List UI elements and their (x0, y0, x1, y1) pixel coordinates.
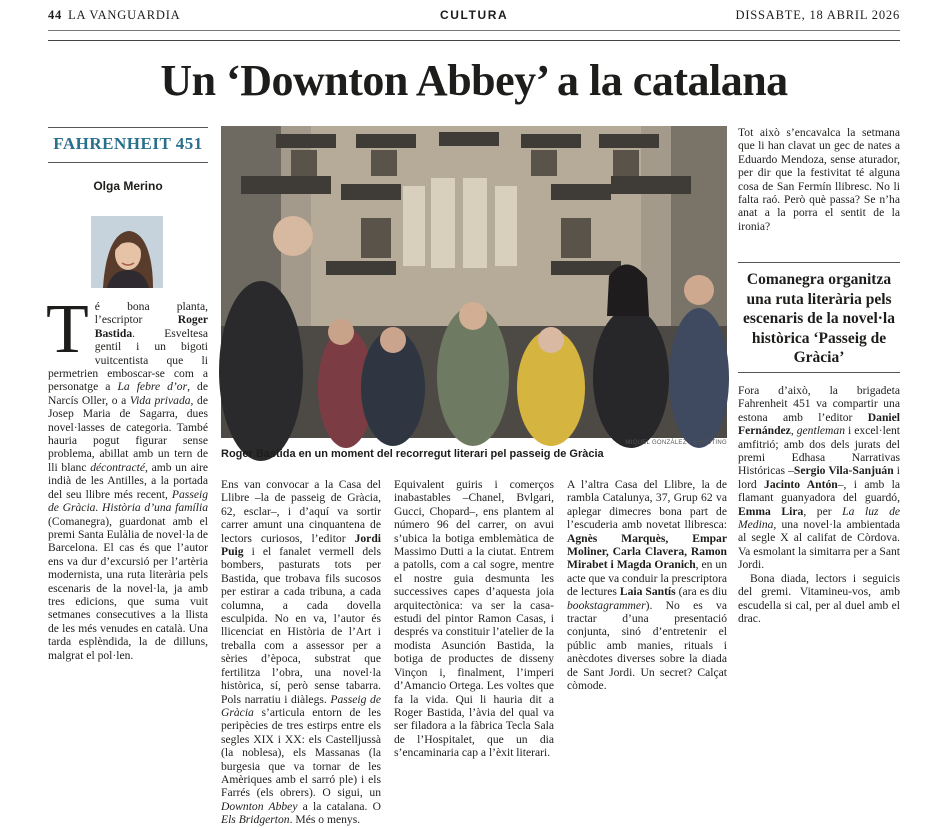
headline: Un ‘Downton Abbey’ a la catalana (160, 56, 788, 105)
article-column-1 (46, 291, 208, 722)
article-paragraph-5: Tot això s’encavalca la setmana que li han clavat un gec de nates a Eduardo Mendoza, sense aturador, per dir que la festivitat té alguna cosa de San Fermín llibresc. No li falta raó. Però què passa? Se n’ha anat a la porra el sentit de la ironia? (738, 126, 900, 233)
street-group-photo-icon (221, 126, 727, 438)
column-rule-bottom (48, 162, 208, 163)
author-avatar (91, 216, 163, 288)
photo-credit: MIQUEL GONZÁLEZ / SHOOTING (625, 440, 727, 446)
section-name: CULTURA (440, 8, 509, 22)
column-name: FAHRENHEIT 451 (53, 134, 203, 153)
article-column-2 (221, 478, 381, 827)
article-paragraph-4: A l’altra Casa del Llibre, la de rambla Catalunya, 37, Grup 62 va aplegar dimecres bona part de l’escuderia amb novetat llibresca: Agnès Marquès, Empar Moliner, Carla Clavera, Ramon Mirabet i Magda Oranich, en un acte que va conduir la prescriptora de lectures Laia Santís (ara es diu bookstagrammer). No es va tractar d’una presentació conjunta, sinó d’entretenir el públic amb manies, rituals i anècdotes diverses sobre la diada de Sant Jordi. Un secret? Calçat còmode. (567, 478, 728, 693)
article-column-3 (394, 478, 554, 760)
photo-caption: Roger Bastida en un moment del recorregut literari pel passeig de Gràcia (221, 448, 604, 460)
article-paragraph-2: Ens van convocar a la Casa del Llibre –la de passeig de Gràcia, 62, esclar–, i d’aquí va sortir carrer amunt una cinquantena de lectors curiosos, l’editor Jordi Puig i el fanalet vermell dels bombers, pasturats tots per Bastida, que trobava fils sucosos per estirar a cada tribuna, a cada columna, a cada dovella esculpida. No en va, l’autor és llicenciat en Història de l’Art i treballa com a assessor per a sèries d’època, substrat que fertilitza l’obra, una novel·la històrica, sí, però sense tabarra. Pols narratiu i diàlegs. Passeig de Gràcia s’articula entorn de les peripècies de tres estirps entre els segles XIX i XX: els Castelljussà (la noblesa), els Massanas (la burgesia que va tornar de les Amèriques amb el sarró ple) i els Farrés (els obrers). O sigui, un Downton Abbey a la catalana. O Els Bridgerton. Més o menys. (221, 478, 381, 827)
article-paragraph-3: Equivalent guiris i comerços inabastables –Chanel, Bvlgari, Gucci, Chopard–, ens plantem al número 96 del carrer, on avui s’ubica la botiga emblemàtica de Massimo Dutti a la ciutat. Entrem a patolls, com a cal sogre, mentre el nostre guia desmunta les successives capes d’aquesta joia arquitectònica: va ser la casa-estudi del pintor Ramon Casas, i després va constituir l’atelier de la modista Asunción Bastida, la botiga de productes de disseny Vinçon i, finalment, l’imperi d’Amancio Ortega. Les voltes que fa la vida. Qui li hauria dit a Roger Bastida, l’àvia del qual va ser filadora a la fàbrica Tecla Sala de l’Hospitalet, que un dia s’encaminaria cap a l’èxit literari. (394, 478, 554, 760)
header-rule (48, 30, 900, 31)
pullquote-rule-top (738, 262, 900, 263)
pullquote-rule-bottom (738, 372, 900, 373)
page-number: 44 (48, 8, 63, 22)
header-left (48, 8, 181, 23)
author-byline: Olga Merino (93, 179, 163, 193)
issue-date: DISSABTE, 18 ABRIL 2026 (735, 8, 900, 22)
header-rule-lower (48, 40, 900, 41)
drop-cap: T (46, 291, 89, 368)
author-portrait-icon (91, 216, 163, 288)
article-column-5-bottom (738, 384, 900, 722)
article-paragraph-1: Té bona planta, l’escriptor Roger Bastida. Esveltesa gentil i un bigoti vuitcentista que li permetrien emboscar-se com a personatge a La febre d’or, de Narcís Oller, o a Vida privada, de Josep Maria de Sagarra, dues novel·lasses de categoria. També hauria pogut figurar sense problema, abillat amb un tern de lli blanc décontracté, amb un aire indià de les Antilles, a la portada del seu llibre més recent, Passeig de Gràcia. Història d’una família (Comanegra), guardonat amb el premi Santa Eulàlia de novel·la de Barcelona. El cas és que l’autor ens va dur d’excursió per l’artèria modernista, una ruta literària pels escenaris de la novel·la, ja amb tres edicions, que suma vuit setmanes consecutives a la llista de les més venudes en català. Una tarda esplèndida, la de dilluns, malgrat el pol·len. (46, 291, 208, 662)
pullquote: Comanegra organitza una ruta literària pels escenaris de la novel·la històrica ‘Passeig de Gràcia’ (743, 271, 895, 366)
newspaper-name: LA VANGUARDIA (68, 8, 181, 22)
article-column-4 (567, 478, 727, 722)
article-paragraph-7: Bona diada, lectors i seguicis del gremi. Vitamineu-vos, amb escudella si cal, per al duel amb el drac. (738, 571, 900, 625)
running-header (48, 6, 900, 24)
article-photo (221, 126, 727, 438)
column-rule-top (48, 127, 208, 128)
article-column-5-top (738, 126, 900, 252)
article-paragraph-6: Fora d’això, la brigadeta Fahrenheit 451 va compartir una estona amb l’editor Daniel Fernández, gentleman i excel·lent amfitrió; amb dos dels jurats del premi Edhasa Narrativas Históricas –Sergio Vila-Sanjuán i lord Jacinto Antón–, i amb la flamant guanyadora del guardó, Emma Lira, per La luz de Medina, una novel·la ambientada al segle X al califat de Còrdova. Va esmolant la simitarra per a Sant Jordi. (738, 384, 901, 572)
